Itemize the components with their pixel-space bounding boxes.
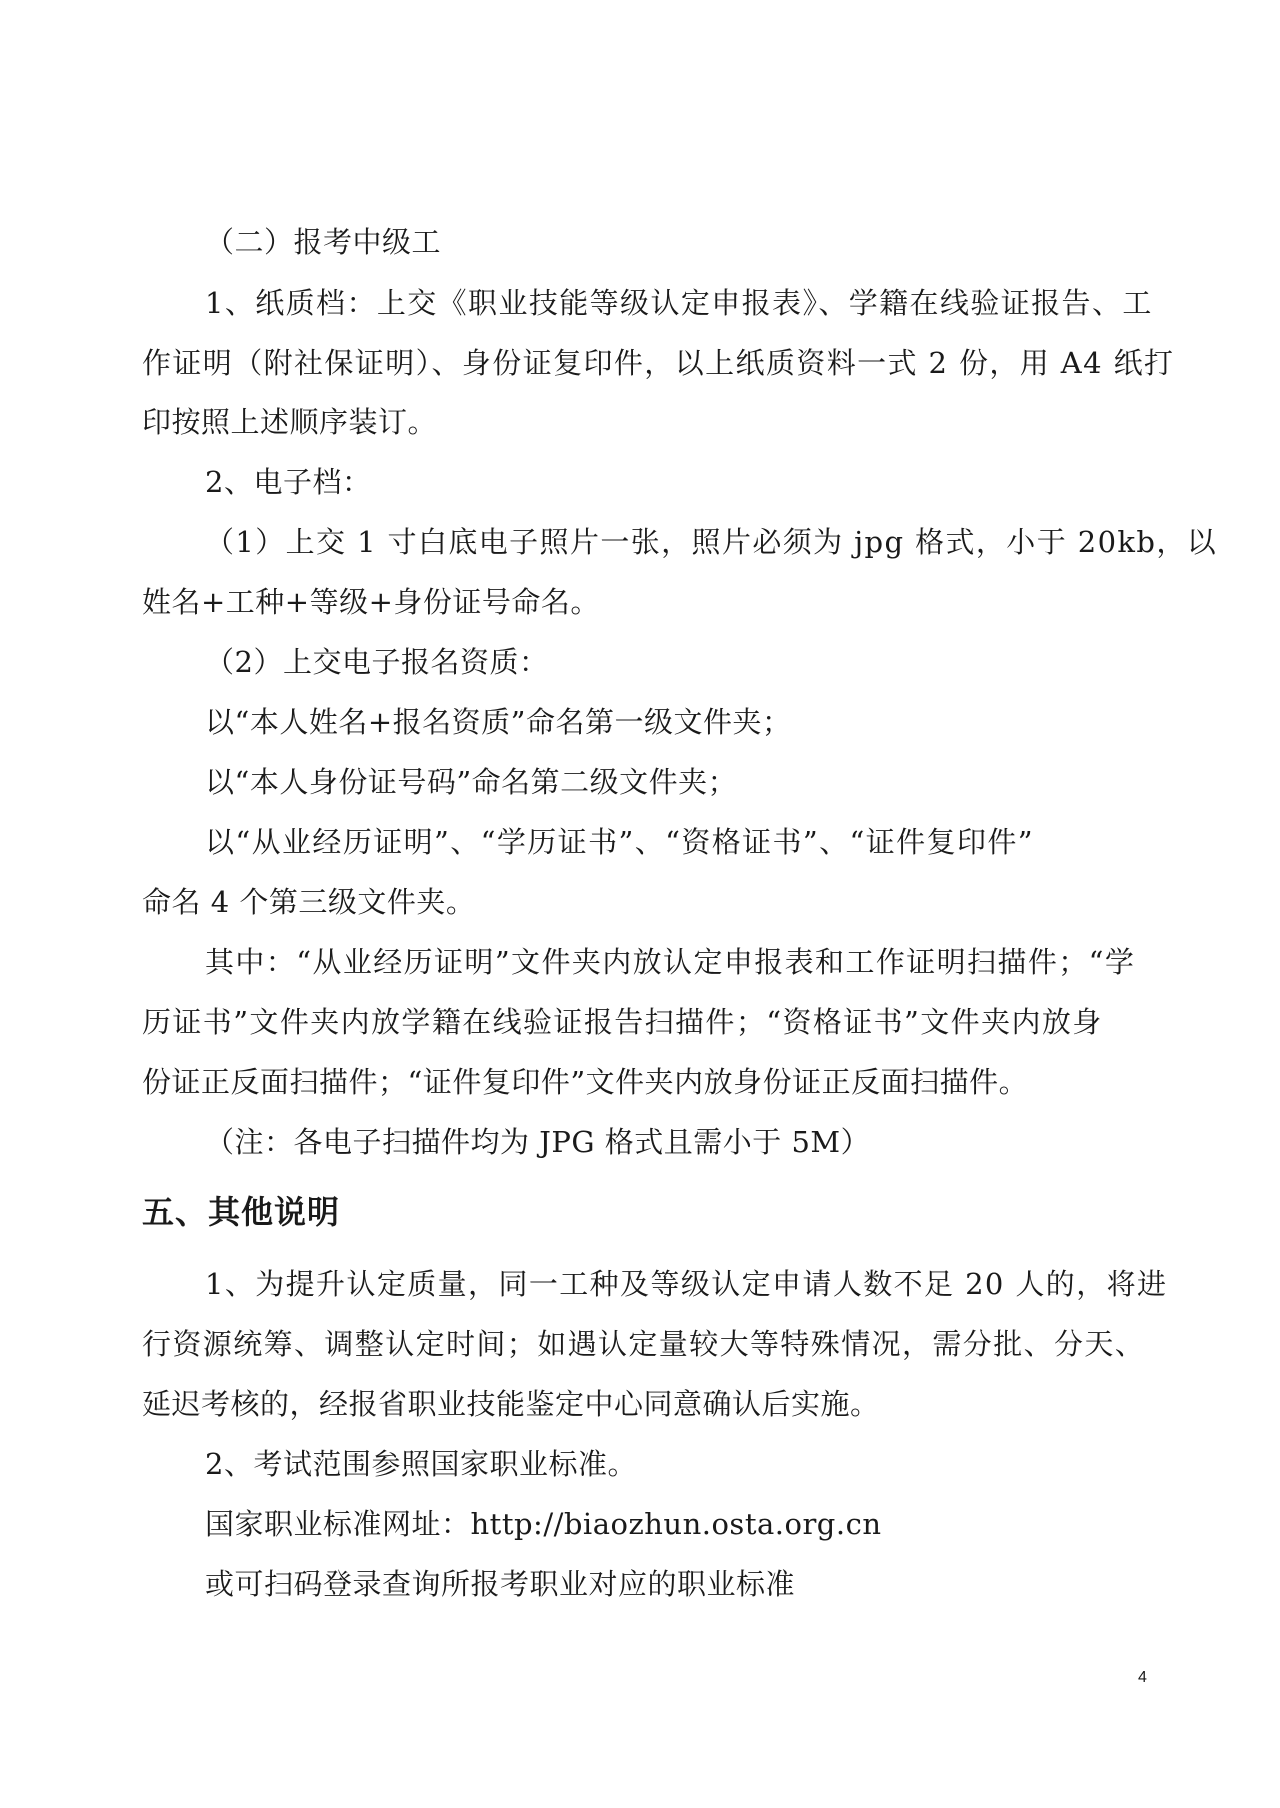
other-item2: 2、考试范围参照国家职业标准。 bbox=[205, 1447, 637, 1481]
page-number: 4 bbox=[1138, 1669, 1147, 1686]
scan-query-line: 或可扫码登录查询所报考职业对应的职业标准 bbox=[205, 1567, 796, 1601]
item1-line2: 作证明（附社保证明）、身份证复印件，以上纸质资料一式 2 份，用 A4 纸打 bbox=[142, 346, 1175, 380]
folder-level3-line1: 以“从业经历证明”、“学历证书”、“资格证书”、“证件复印件” bbox=[205, 825, 1035, 859]
folder-detail-line1: 其中：“从业经历证明”文件夹内放认定申报表和工作证明扫描件；“学 bbox=[205, 945, 1136, 979]
folder-level2: 以“本人身份证号码”命名第二级文件夹； bbox=[205, 765, 738, 799]
folder-detail-line3: 份证正反面扫描件；“证件复印件”文件夹内放身份证正反面扫描件。 bbox=[142, 1065, 1029, 1099]
folder-level3-line2: 命名 4 个第三级文件夹。 bbox=[142, 885, 476, 919]
folder-level1: 以“本人姓名+报名资质”命名第一级文件夹； bbox=[205, 705, 792, 739]
item2-title: 2、电子档： bbox=[205, 465, 372, 499]
section-5-title: 五、其他说明 bbox=[142, 1193, 341, 1231]
scan-format-note: （注：各电子扫描件均为 JPG 格式且需小于 5M） bbox=[205, 1125, 871, 1159]
photo-requirement-line1: （1）上交 1 寸白底电子照片一张，照片必须为 jpg 格式，小于 20kb，以 bbox=[205, 525, 1218, 559]
other-item1-line1: 1、为提升认定质量，同一工种及等级认定申请人数不足 20 人的，将进 bbox=[205, 1267, 1168, 1301]
qualification-title: （2）上交电子报名资质： bbox=[205, 645, 549, 679]
folder-detail-line2: 历证书”文件夹内放学籍在线验证报告扫描件；“资格证书”文件夹内放身 bbox=[142, 1005, 1103, 1039]
standard-url-line: 国家职业标准网址：http://biaozhun.osta.org.cn bbox=[205, 1507, 882, 1541]
item1-line3: 印按照上述顺序装订。 bbox=[142, 405, 438, 439]
section-2-title: （二）报考中级工 bbox=[205, 225, 442, 259]
other-item1-line2: 行资源统筹、调整认定时间；如遇认定量较大等特殊情况，需分批、分天、 bbox=[142, 1327, 1146, 1361]
photo-requirement-line2: 姓名+工种+等级+身份证号命名。 bbox=[142, 585, 600, 619]
other-item1-line3: 延迟考核的，经报省职业技能鉴定中心同意确认后实施。 bbox=[142, 1387, 880, 1421]
item1-line1: 1、纸质档：上交《职业技能等级认定申报表》、学籍在线验证报告、工 bbox=[205, 286, 1153, 320]
